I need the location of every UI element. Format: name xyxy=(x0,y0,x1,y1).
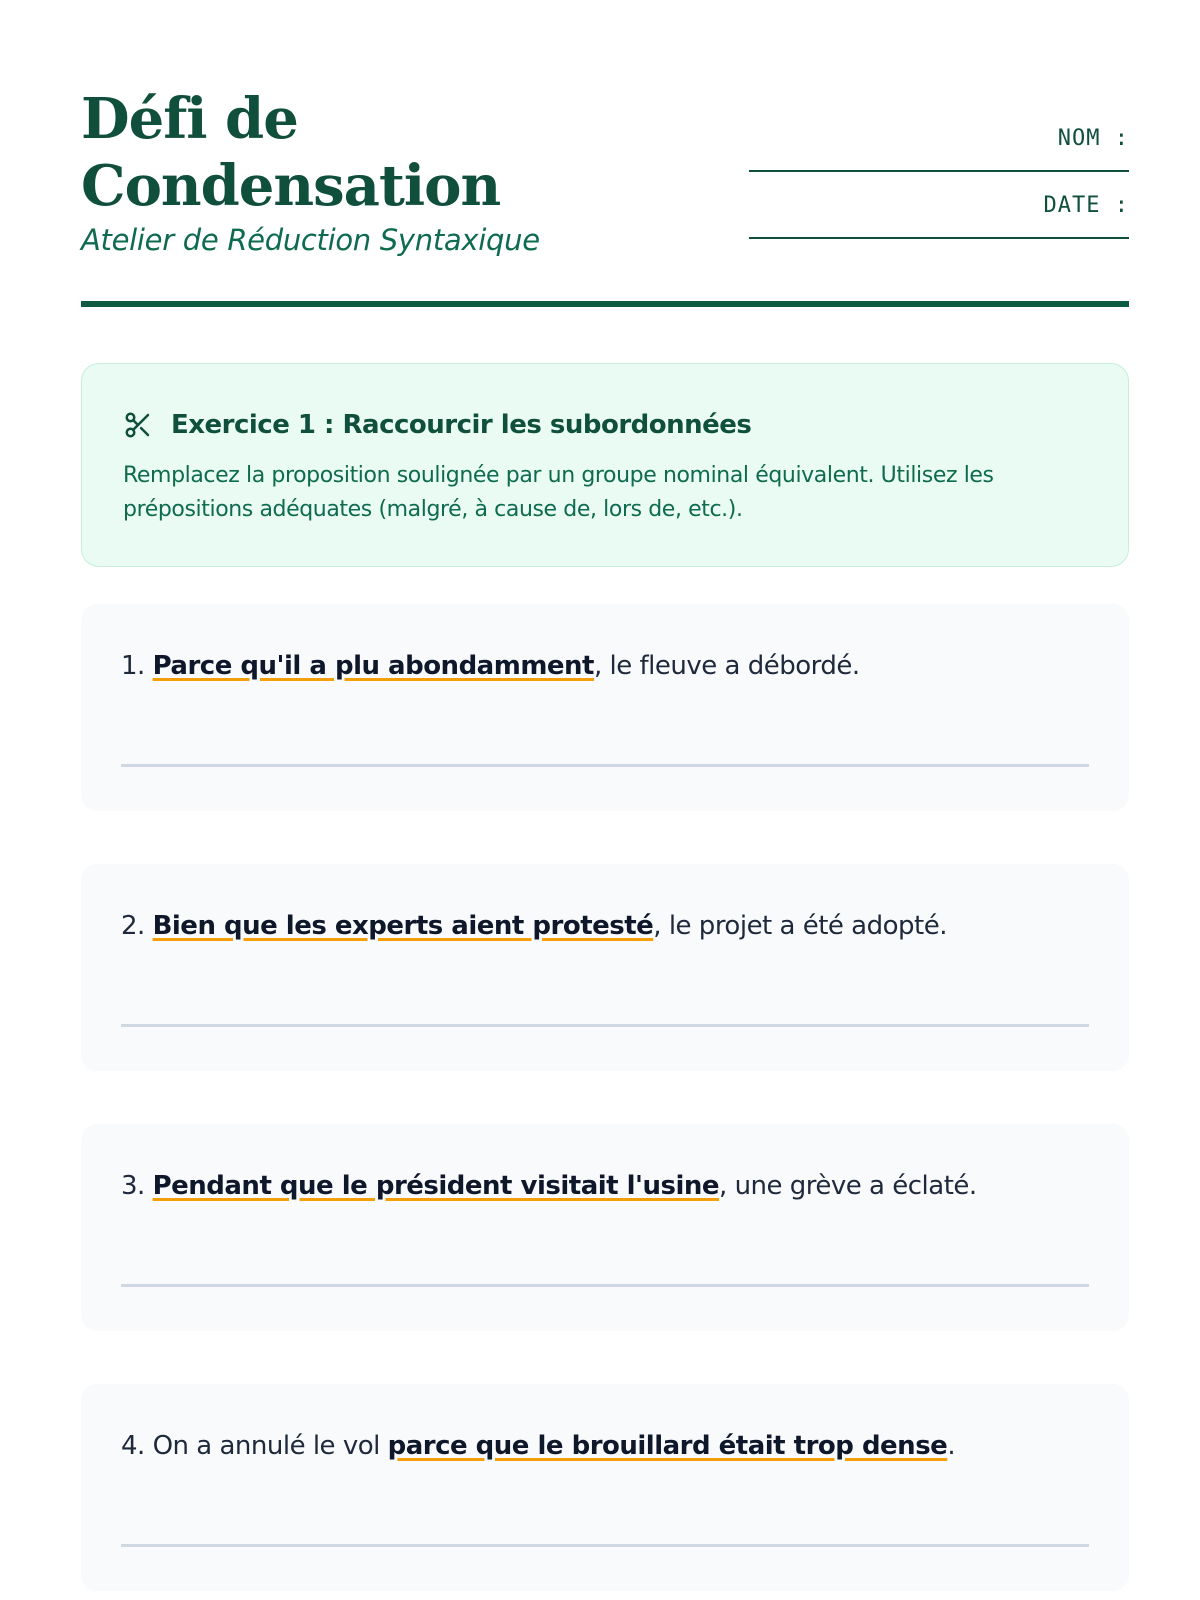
exercise-sentence xyxy=(121,651,860,681)
exercise-sentence xyxy=(121,1171,977,1201)
answer-line[interactable] xyxy=(121,1024,1089,1027)
title-line-2: Condensation xyxy=(81,153,501,219)
exercise-card xyxy=(81,604,1129,811)
student-fields xyxy=(749,126,1129,260)
sentence-rest: , une grève a éclaté. xyxy=(719,1171,977,1201)
scissors-icon xyxy=(123,410,153,440)
answer-line[interactable] xyxy=(121,764,1089,767)
sentence-rest: . xyxy=(947,1431,956,1461)
answer-line[interactable] xyxy=(121,1284,1089,1287)
sentence-start: On a annulé le vol xyxy=(152,1431,380,1461)
underlined-clause: Bien que les experts aient protesté xyxy=(152,911,654,941)
exercise-card xyxy=(81,864,1129,1071)
exercise-card xyxy=(81,1124,1129,1331)
exercise-sentence xyxy=(121,911,947,941)
page-subtitle: Atelier de Réduction Syntaxique xyxy=(81,223,540,257)
sentence-rest: , le projet a été adopté. xyxy=(653,911,947,941)
underlined-clause: Parce qu'il a plu abondamment xyxy=(152,651,594,681)
exercise-card xyxy=(81,1384,1129,1591)
instruction-text: Remplacez la proposition soulignée par un groupe nominal équivalent. Utilisez les prépositions adéquates (malgré, à cause de, lors de, etc.). xyxy=(123,463,994,522)
exercise-sentence xyxy=(121,1431,955,1461)
name-field[interactable] xyxy=(749,126,1129,193)
worksheet-header xyxy=(81,82,1129,302)
answer-line[interactable] xyxy=(121,1544,1089,1547)
name-label: NOM : xyxy=(1057,126,1129,151)
exercise-number: 4. xyxy=(121,1431,145,1461)
title-line-1: Défi de xyxy=(81,86,298,152)
instruction-title: Exercice 1 : Raccourcir les subordonnées xyxy=(171,410,752,440)
underlined-clause: parce que le brouillard était trop dense xyxy=(387,1431,948,1461)
instruction-header xyxy=(123,410,751,440)
date-write-line[interactable] xyxy=(749,237,1129,239)
date-label: DATE : xyxy=(1043,193,1129,218)
underlined-clause: Pendant que le président visitait l'usine xyxy=(152,1171,720,1201)
name-write-line[interactable] xyxy=(749,170,1129,172)
date-field[interactable] xyxy=(749,193,1129,260)
page-title xyxy=(81,86,500,220)
sentence-rest: , le fleuve a débordé. xyxy=(593,651,860,681)
exercise-number: 1. xyxy=(121,651,145,681)
exercise-number: 3. xyxy=(121,1171,145,1201)
exercise-number: 2. xyxy=(121,911,145,941)
worksheet-page xyxy=(81,0,1129,1600)
header-divider xyxy=(81,301,1129,307)
instruction-box xyxy=(81,363,1129,567)
